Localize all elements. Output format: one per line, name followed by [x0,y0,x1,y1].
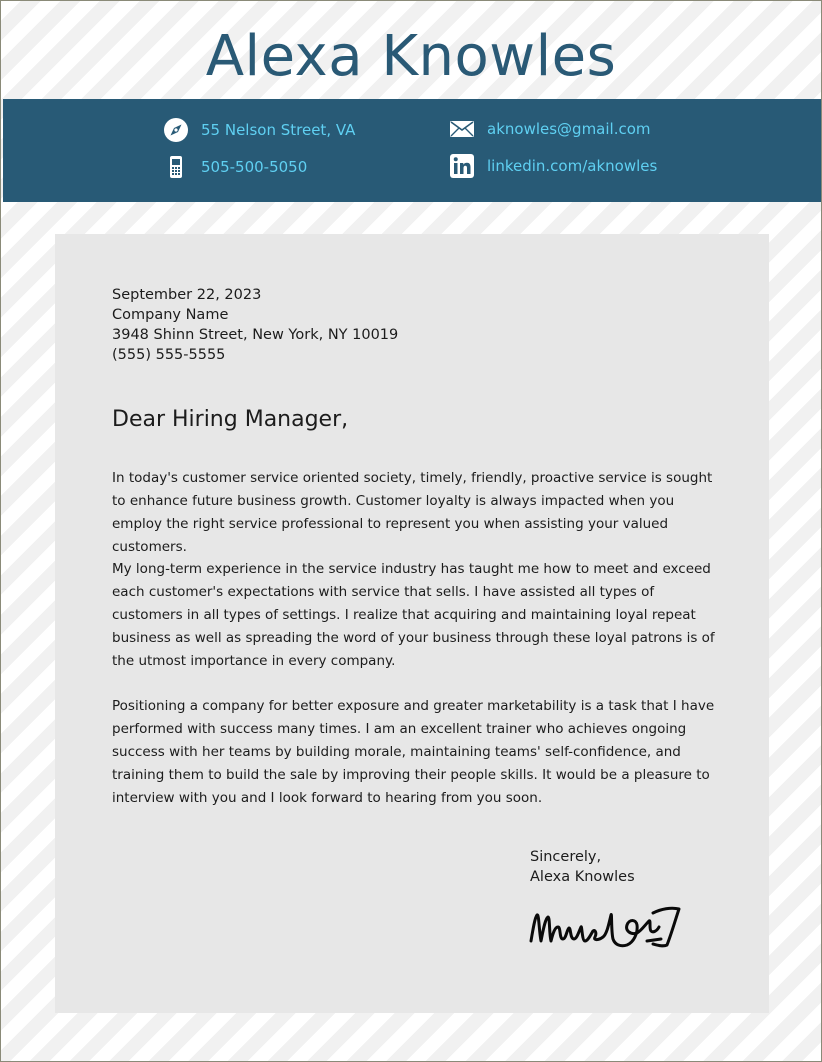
company-name: Company Name [112,307,229,323]
address-text: 55 Nelson Street, VA [201,121,356,139]
letter-date: September 22, 2023 [112,287,262,303]
handwritten-signature [527,901,685,957]
company-street: 3948 Shinn Street, New York, NY 10019 [112,327,399,343]
phone-text: 505-500-5050 [201,158,308,176]
contact-address [163,117,355,143]
applicant-name: Alexa Knowles [205,24,617,89]
compass-icon [163,117,189,143]
contact-linkedin[interactable] [449,153,657,179]
recipient-block [112,285,398,365]
linkedin-link[interactable]: linkedin.com/aknowles [487,157,658,175]
contact-email[interactable] [449,116,651,142]
contact-band [3,99,821,202]
email-link[interactable]: aknowles@gmail.com [487,120,651,138]
closing-text: Sincerely, [530,849,602,865]
linkedin-icon [449,153,475,179]
body-paragraph-2: My long-term experience in the service industry has taught me how to meet and exceed each customer's expectations with service that sells. I have assisted all types of customers in all types of settings. I realize that acquiring and maintaining loyal repeat business as well as spreading the word of your business through these loyal patrons is of the utmost importance in every company. [112,561,715,669]
contact-phone [163,154,307,180]
envelope-icon [449,116,475,142]
signer-name: Alexa Knowles [530,869,635,885]
closing-block [530,847,635,887]
body-paragraph-3: Positioning a company for better exposure and greater marketability is a task that I have performed with success many times. I am an excellent trainer who achieves ongoing success with her teams by building morale, maintaining teams' self-confidence, and training them to build the sale by improving their people skills. It would be a pleasure to interview with you and I look forward to hearing from you soon. [112,698,715,806]
company-phone: (555) 555-5555 [112,347,226,363]
salutation: Dear Hiring Manager, [112,407,349,432]
mobile-phone-icon [163,154,189,180]
body-paragraph-1: In today's customer service oriented society, timely, friendly, proactive service is sought to enhance future business growth. Customer loyalty is always impacted when you employ the right service professional to represent you when assisting your valued customers. [112,470,713,555]
